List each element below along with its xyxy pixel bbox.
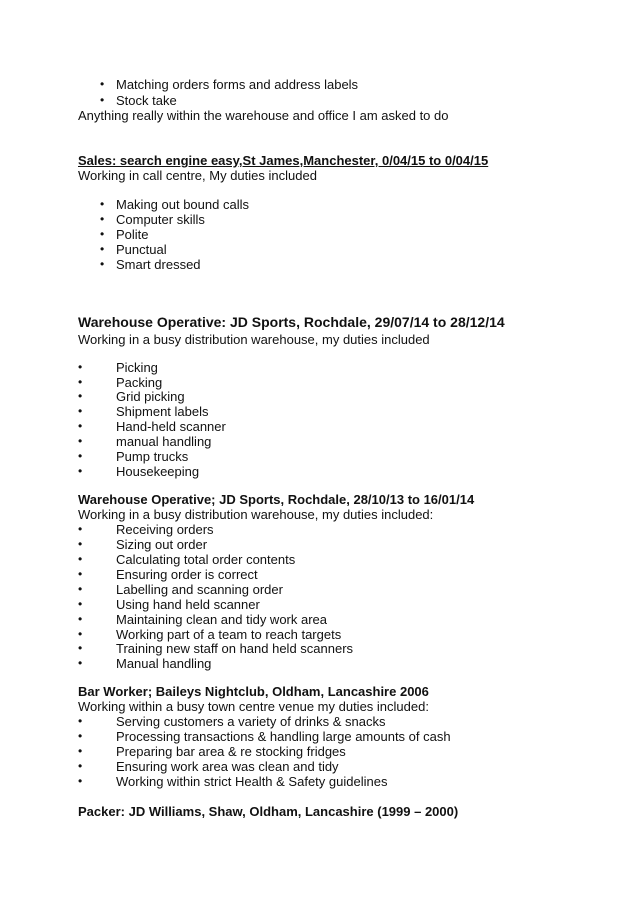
bullet-icon: • <box>78 522 83 536</box>
bullet-icon: • <box>78 464 83 478</box>
bullet-icon: • <box>100 77 105 91</box>
bullet-icon: • <box>78 389 83 403</box>
bullet-icon: • <box>78 582 83 596</box>
bullet-icon: • <box>78 612 83 626</box>
bullet-icon: • <box>78 537 83 551</box>
bullet-icon: • <box>78 419 83 433</box>
bullet-icon: • <box>78 627 83 641</box>
bullet-icon: • <box>78 714 83 728</box>
bullet-icon: • <box>100 93 105 107</box>
bullet-icon: • <box>78 597 83 611</box>
resume-page: • Matching orders forms and address labels • Stock take Anything really within the warehouse and office I am asked to do Sales: search engine easy,St James,Manchester, 0/04/15 to 0/04/15 Working in call centre, My duties included • Making out bound calls • Computer skills • Polite • Punctual • Smart dressed Warehouse Operative: JD Sports, Rochdale, 29/07/14 to 28/12/14 Working in a busy distribution warehouse, my duties included • Picking • Packing • Grid picking • Shipment labels • Hand-held scanner • manual handling • Pump trucks • Housekeeping Warehouse Operative; JD Sports, Rochdale, 28/10/13 to 16/01/14 Working in a busy distribution warehouse, my duties included: • Receiving orders • Sizing out order • Calculating total order contents • Ensuring order is correct • Labelling and scanning order • Using hand held scanner • Maintaining clean and tidy work area • Working part of a team to reach targets • Training new staff on hand held scanners • Manual handling Bar Worker; Baileys Nightclub, Oldham, Lancashire 2006 Working within a busy town centre venue my duties included: • Serving customers a variety of drinks & snacks • Processing transactions & handling large amounts of cash • Preparing bar area & re stocking fridges • Ensuring work area was clean and tidy • Working within strict Health & Safety guidelines Packer: JD Williams, Shaw, Oldham, Lancashire (1999 – 2000) <box>78 77 505 819</box>
bullet-icon: • <box>78 774 83 788</box>
bullet-icon: • <box>78 375 83 389</box>
sales-intro: Working in call centre, My duties included <box>78 168 317 183</box>
bullet-icon: • <box>100 242 105 256</box>
packer-heading: Packer: JD Williams, Shaw, Oldham, Lancashire (1999 – 2000) <box>78 804 459 819</box>
jd2-intro: Working in a busy distribution warehouse, my duties included: <box>78 507 434 522</box>
bullet-icon: • <box>78 729 83 743</box>
bullet-icon: • <box>78 434 83 448</box>
jd1-heading: Warehouse Operative: JD Sports, Rochdale, 29/07/14 to 28/12/14 <box>78 314 505 330</box>
bullet-icon: • <box>78 552 83 566</box>
bar-heading: Bar Worker; Baileys Nightclub, Oldham, Lancashire 2006 <box>78 684 429 699</box>
bullet-icon: • <box>100 227 105 241</box>
jd1-intro: Working in a busy distribution warehouse, my duties included <box>78 332 430 347</box>
jd2-heading: Warehouse Operative; JD Sports, Rochdale, 28/10/13 to 16/01/14 <box>78 492 475 507</box>
sales-heading: Sales: search engine easy,St James,Manchester, 0/04/15 to 0/04/15 <box>78 153 489 168</box>
bullet-icon: • <box>100 197 105 211</box>
bullet-icon: • <box>78 656 83 670</box>
bullet-icon: • <box>78 567 83 581</box>
bullet-icon: • <box>100 257 105 271</box>
top-note: Anything really within the warehouse and office I am asked to do <box>78 108 449 123</box>
bullet-icon: • <box>78 360 83 374</box>
bullet-icon: • <box>100 212 105 226</box>
bullet-icon: • <box>78 759 83 773</box>
bar-intro: Working within a busy town centre venue my duties included: <box>78 699 429 714</box>
bullet-icon: • <box>78 744 83 758</box>
bullet-icon: • <box>78 641 83 655</box>
bullet-icon: • <box>78 404 83 418</box>
bullet-icon: • <box>78 449 83 463</box>
